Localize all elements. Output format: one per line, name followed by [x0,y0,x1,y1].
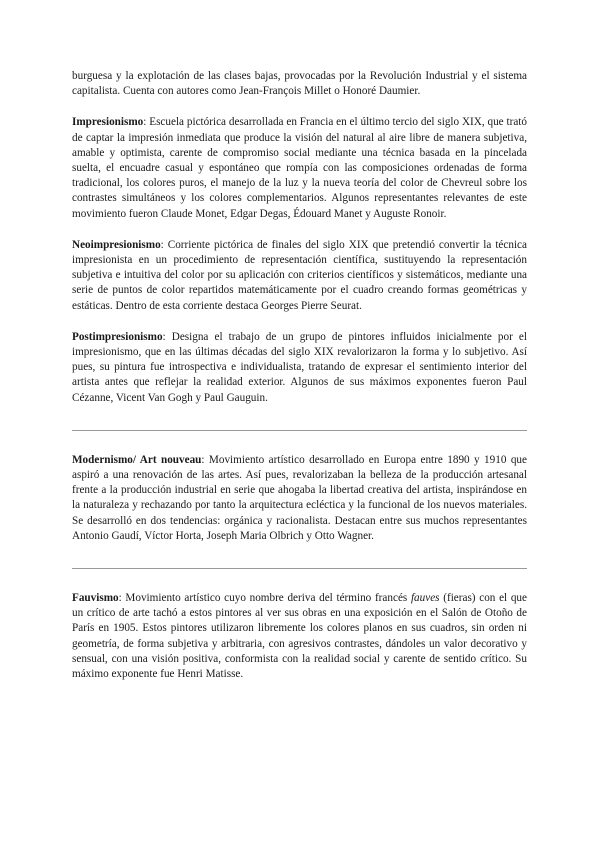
intro-tail-paragraph: burguesa y la explotación de las clases bajas, provocadas por la Revolución Industrial y el sistema capitalista. Cuenta con autores como Jean-François Millet o Honoré Daumier. [72,70,527,98]
neoimpresionismo-term: Neoimpresionismo [72,238,161,251]
neoimpresionismo-body: : Corriente pictórica de finales del siglo XIX que pretendió convertir la técnica impresionista en un procedimiento de representación científica, sustituyendo la representación subjetiva e intuitiva del color por su aplicación con criterios científicos y sistemáticos, mediante una serie de puntos de color repartidos matemáticamente por el cuadro creando formas geométricas y estáticas. Dentro de esta corriente destaca Georges Pierre Seurat. [72,238,527,312]
impresionismo-paragraph [72,115,527,221]
fauvismo-body-after: (fieras) con el que un crítico de arte tachó a estos pintores al ver sus obras en una exposición en el Salón de Otoño de París en 1905. Estos pintores utilizaron libremente los colores planos en sus cuadros, sin orden ni geometría, de forma subjetiva y arbitraria, con agresivos contrastes, dándoles un valor decorativo y sensual, con una visión positiva, conformista con la realidad social y carente de sentido crítico. Su máximo exponente fue Henri Matisse. [72,592,527,681]
modernismo-paragraph [72,453,527,544]
neoimpresionismo-paragraph [72,238,527,314]
modernismo-term: Modernismo/ Art nouveau [72,453,202,466]
fauvismo-body-before: : Movimiento artístico cuyo nombre deriva del término francés [118,592,411,605]
modernismo-body: : Movimiento artístico desarrollado en Europa entre 1890 y 1910 que aspiró a una renovación de las artes. Así pues, revalorizaban la belleza de la producción artesanal frente a la producción industrial en serie que ahogaba la libertad creativa del artista, inspirándose en la naturaleza y rechazando por tanto la arquitectura ecléctica y la funcional de los nuevos materiales. Se desarrolló en dos tendencias: orgánica y racionalista. Destacan entre sus muchos representantes Antonio Gaudí, Víctor Horta, Joseph Maria Olbrich y Otto Wagner. [72,453,527,542]
postimpresionismo-paragraph [72,330,527,406]
fauvismo-term: Fauvismo [72,592,119,605]
fauvismo-paragraph [72,591,527,682]
postimpresionismo-term: Postimpresionismo [72,330,163,343]
impresionismo-term: Impresionismo [72,116,144,129]
postimpresionismo-body: : Designa el trabajo de un grupo de pintores influidos inicialmente por el impresionismo, que en las últimas décadas del siglo XIX revalorizaron la forma y lo subjetivo. Así pues, su pintura fue introspectiva e individualista, tratando de expresar el sentimiento interior del artista antes que reflejar la realidad exterior. Algunos de sus máximos exponentes fueron Paul Cézanne, Vicent Van Gogh y Paul Gauguin. [72,330,527,404]
document-page [72,69,527,682]
fauvismo-italic-term: fauves [410,592,440,605]
impresionismo-body: : Escuela pictórica desarrollada en Francia en el último tercio del siglo XIX, que trató de captar la impresión inmediata que produce la visión del natural al aire libre de manera subjetiva, amable y optimista, carente de compromiso social mediante una técnica basada en la pincelada suelta, el encuadre casual y espontáneo que rompía con las composiciones ordenadas de forma tradicional, los colores puros, el manejo de la luz y la nueva teoría del color de Chevreul sobre los contrastes simultáneos y los colores complementarios. Algunos representantes relevantes de este movimiento fueron Claude Monet, Edgar Degas, Édouard Manet y Auguste Ronoir. [72,116,527,220]
